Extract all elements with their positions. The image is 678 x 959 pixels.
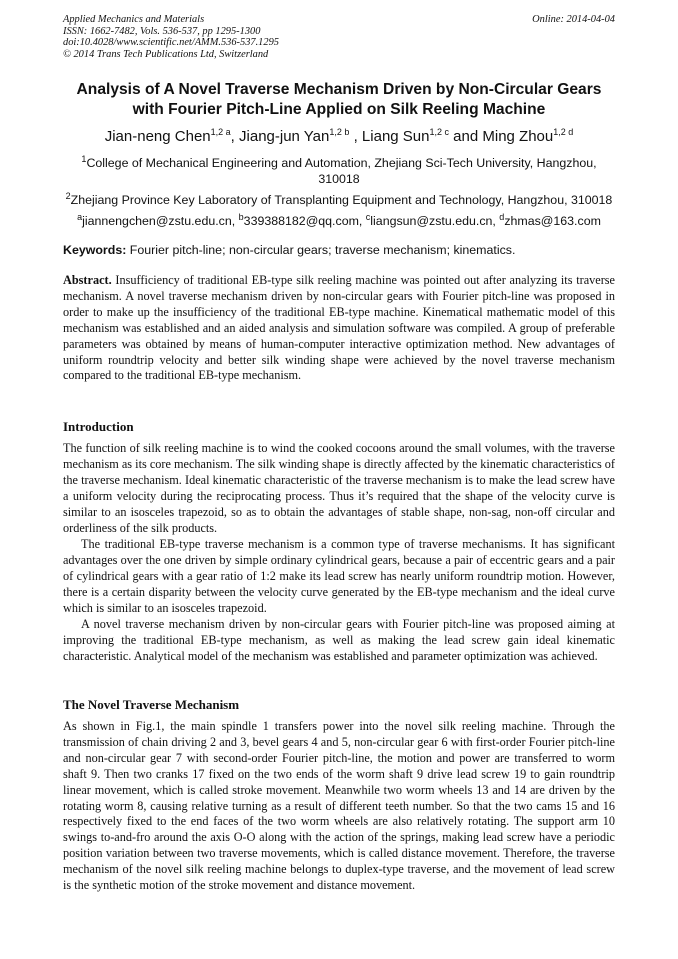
online-date: Online: 2014-04-04 [532,14,615,25]
affiliation-marker: 2 [65,190,71,201]
affiliation-1 [63,155,615,187]
introduction-paragraph-2: The traditional EB-type traverse mechanism is a common type of traverse mechanisms. It has significant advantages over the one driven by simple ordinary cylindrical gears, because a pair of eccentric gears and a pair of cylindrical gears with a gear ratio of 1:2 make its lead screw has nearly uniform roundtrip motion. However, there is a certain disparity between the velocity curve generated by the EB-type mechanism and the ideal curve which is similar to an isosceles trapezoid. [63,537,615,615]
email-address[interactable]: 339388182@qq.com [243,214,359,228]
email-separator: , [492,214,500,228]
author-name: Liang Sun [361,128,430,145]
author-separator: , [349,128,362,145]
affiliation-2 [63,192,615,208]
author-affiliation-marker: 1,2 c [429,127,449,137]
affiliation-marker: 1 [81,153,87,164]
novel-mechanism-heading: The Novel Traverse Mechanism [63,697,240,712]
journal-name: Applied Mechanics and Materials [63,14,205,25]
author-name: Ming Zhou [482,128,554,145]
keywords-label: Keywords: [63,243,127,257]
introduction-paragraph-1: The function of silk reeling machine is to wind the cooked cocoons around the small volumes, with the traverse mechanism as its core mechanism. The silk winding shape is directly affected by the kinematic characteristics of the traverse mechanism. Ideal kinematic characteristic of the traverse mechanism is to make the lead screw have a uniform velocity during the reciprocating process. Thus it’s required that the shape of the velocity curve is similar to an isosceles trapezoid, so as to obtain the advantages of stable shape, non-sag, non-off circular and orderliness of the silk products. [63,441,615,535]
email-address[interactable]: liangsun@zstu.edu.cn [370,214,493,228]
keywords-text: Fourier pitch-line; non-circular gears; traverse mechanism; kinematics. [126,243,516,257]
email-marker: b [238,211,244,222]
keywords [63,242,623,258]
author-affiliation-marker: 1,2 b [329,127,350,137]
email-separator: , [358,214,366,228]
affiliation-text: College of Mechanical Engineering and Automation, Zhejiang Sci-Tech University, Hangzhou, 310018 [86,156,597,186]
introduction-heading: Introduction [63,419,134,434]
author-separator: , [230,128,240,145]
abstract-label: Abstract. [63,273,112,287]
email-address[interactable]: jiannengchen@zstu.edu.cn [82,214,232,228]
issn-line: ISSN: 1662-7482, Vols. 536-537, pp 1295-1300 [63,25,261,37]
author-name: Jian-neng Chen [104,128,211,145]
abstract [63,273,615,384]
email-marker: c [365,211,371,222]
copyright-line: © 2014 Trans Tech Publications Ltd, Switzerland [63,48,269,60]
author-list [40,128,638,146]
author-affiliation-marker: 1,2 d [553,127,574,137]
paper-title [50,80,628,120]
email-address[interactable]: zhmas@163.com [504,214,601,228]
email-separator: , [231,214,239,228]
publication-metadata [63,14,615,60]
title-line-1: Analysis of A Novel Traverse Mechanism Driven by Non-Circular Gears [76,81,602,98]
doi-line[interactable]: doi:10.4028/www.scientific.net/AMM.536-537.1295 [63,37,279,49]
email-list [40,213,638,229]
affiliation-text: Zhejiang Province Key Laboratory of Transplanting Equipment and Technology, Hangzhou, 310018 [70,193,613,207]
email-marker: a [77,211,83,222]
author-separator: and [449,128,483,145]
author-affiliation-marker: 1,2 a [210,127,231,137]
title-line-2: with Fourier Pitch-Line Applied on Silk Reeling Machine [132,101,546,118]
author-name: Jiang-jun Yan [239,128,330,145]
novel-mechanism-paragraph-1: As shown in Fig.1, the main spindle 1 transfers power into the novel silk reeling machine. Through the transmission of chain driving 2 and 3, bevel gears 4 and 5, non-circular gear 6 with first-order Fourier pitch-line and non-circular gear 7 with second-order Fourier pitch-line, the motion and power are transferred to worm shaft 9. Then two cranks 17 fixed on the two ends of the worm shaft 9 drive lead screw 19 to gain roundtrip linear movement, which is called stroke movement. Meanwhile two worm wheels 13 and 14 are driven by the rotating worm 8, causing relative turning as a result of different teeth number. So that the two cams 15 and 16 respectively fixed to the end faces of the two worm wheels are also relatively rotating. The support arm 10 swings to-and-fro around the axis O-O along with the action of the springs, making lead screw have a periodic position variation between two traverse movements, which is called distance movement. Therefore, the traverse mechanism of the novel silk reeling machine belongs to duplex-type traverse, and the movement of lead screw is the synthetic motion of the stroke movement and distance movement. [63,719,615,893]
abstract-text: Insufficiency of traditional EB-type silk reeling machine was pointed out after analyzing its traverse mechanism. A novel traverse mechanism driven by non-circular gears with Fourier pitch-line was proposed in order to make up the insufficiency of the traditional EB-type machine. Kinematical mathematic model of this mechanism was established and an aided analysis and simulation software was compiled. A group of preferable parameters was obtained by means of human-computer interactive optimization method. New advantages of uniform roundtrip velocity and better silk winding shape were achieved by the novel traverse mechanism compared to the traditional EB-type mechanism. [63,273,615,383]
email-marker: d [499,211,505,222]
introduction-paragraph-3: A novel traverse mechanism driven by non-circular gears with Fourier pitch-line was proposed aiming at improving the traditional EB-type mechanism, as well as making the lead screw gain ideal kinematic characteristic. Analytical model of the mechanism was established and parameter optimization was achieved. [63,617,615,663]
